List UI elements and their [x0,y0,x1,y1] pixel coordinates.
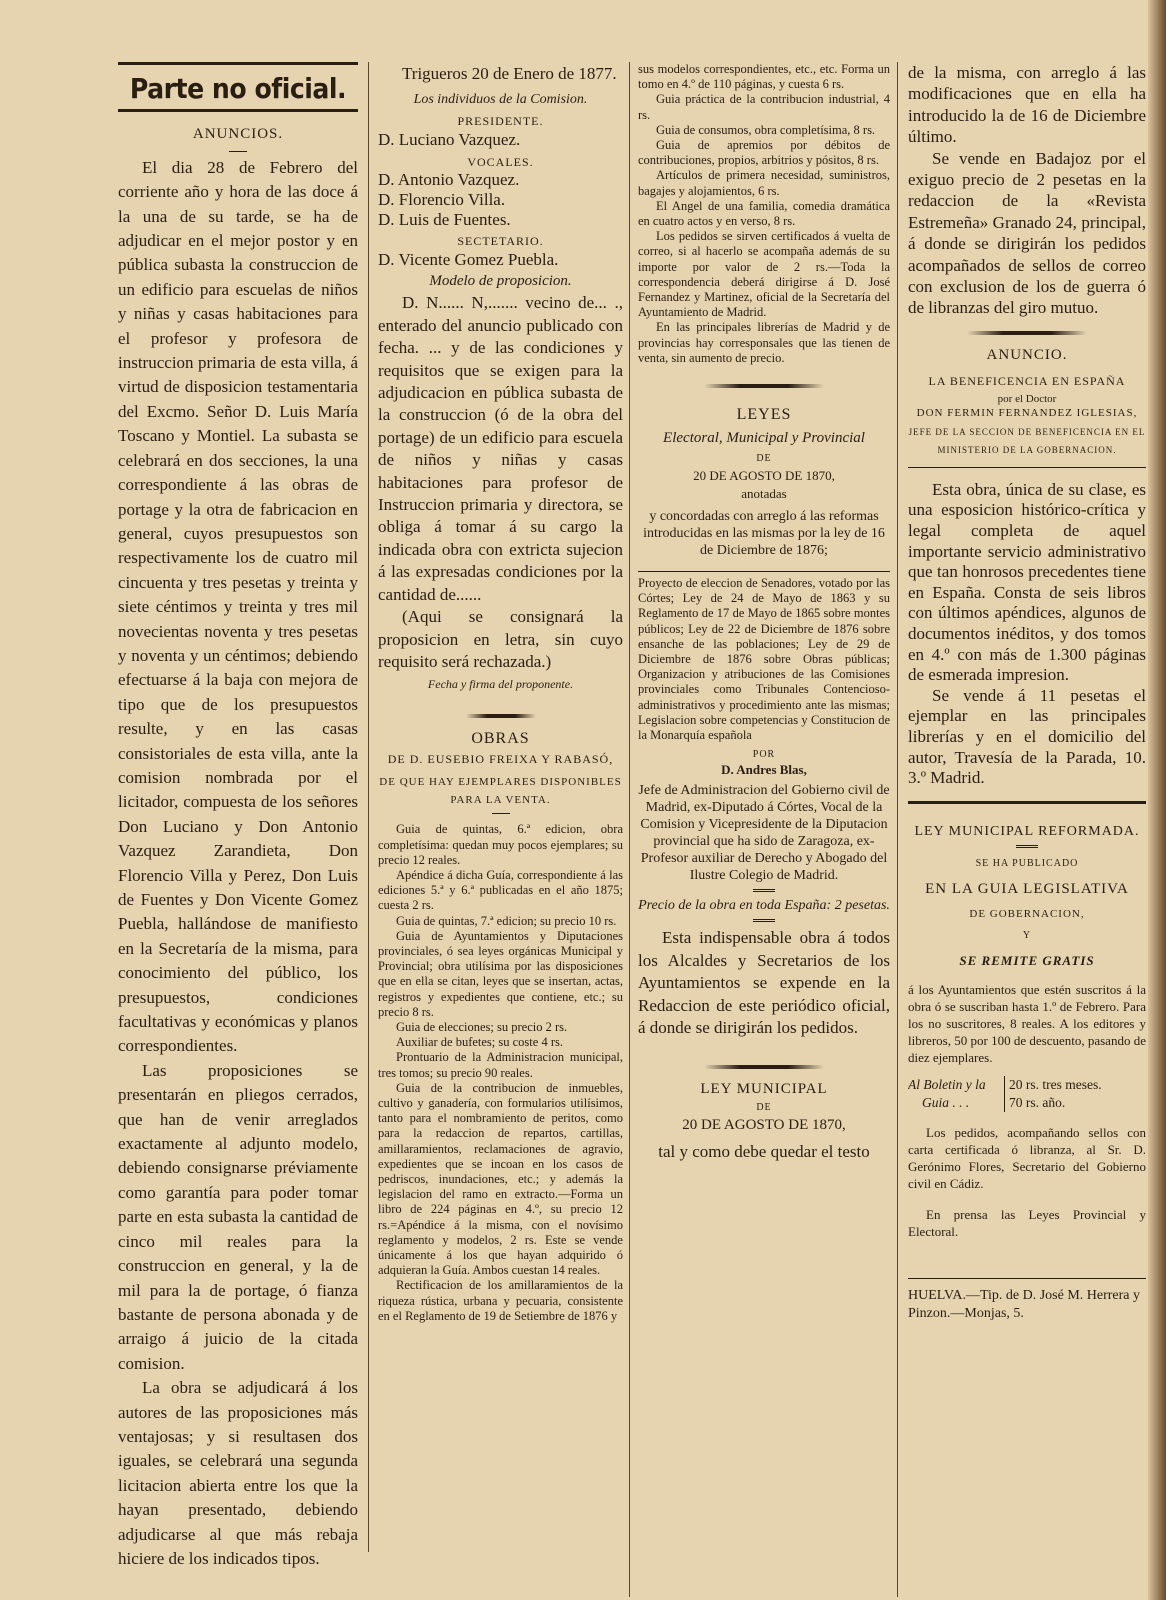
ornament [466,714,536,718]
fecha-line: Fecha y firma del proponente. [427,677,574,692]
price-table [908,1076,1146,1112]
comision-line: Los individuos de la Comision. [413,92,588,108]
divider [908,801,1146,804]
list-item: Rectificacion de los amillaramientos de la riqueza rústica, urbana y pecuaria, consistente en el Reglamento de 19 de Setiembre de 1876 y [378,1278,623,1323]
paragraph: Esta obra, única de su clase, es una esposicion histórico-crítica y legal completa de aquel importante servicio administrativo que tan honrosos precedentes tiene en España. Consta de seis libros con últimos apéndices, algunos de documentos inéditos, y dos tomos en 4.º con más de 1.300 páginas de esmerada impresion. [908,479,1146,685]
remite-heading: SE REMITE GRATIS [959,952,1095,968]
list-item: sus modelos correspondientes, etc., etc. Forma un tomo en 4.º de 110 páginas, y cuesta 6 rs. [638,62,890,92]
obras-author: DE D. EUSEBIO FREIXA Y RABASÓ, [387,752,614,767]
paragraph: Las proposiciones se presentarán en pliegos cerrados, que han de venir arreglados exactamente al adjunto modelo, debiendo consignarse préviamente como garantía para poder tomar parte en esta subasta la cantidad de cinco mil reales para la construccion en general, y la de mil para la de portage, ó fianza bastante de persona abonada y de arraigo á juicio de la citada comision. [118,1060,358,1373]
concordadas-text: y concordadas con arreglo á las reformas introducidas en las mismas por la ley de 16 de Diciembre de 1876; [643,509,885,559]
column-rule [897,62,898,1597]
paragraph: tal y como debe quedar el testo [658,1142,870,1162]
column-rule [368,62,369,1552]
de-label: DE [756,1102,772,1114]
price-value: 20 rs. tres meses. [1004,1076,1102,1094]
ornament [704,384,824,388]
modelo-heading: Modelo de proposicion. [429,273,572,290]
list-item: Auxiliar de bufetes; su coste 4 rs. [396,1035,563,1050]
divider [753,919,775,922]
price-line: Precio de la obra en toda España: 2 pesetas. [638,898,890,914]
proyecto-text: Proyecto de eleccion de Senadores, votado por las Córtes; Ley de 24 de Mayo de 1863 y su Reglamento de 17 de Mayo de 1865 sobre montes públicos; Ley de 22 de Diciembre de 1876 sobre ensanche de las poblaciones; Ley de 29 de Diciembre de 1876 sobre Obras públicas; Organizacion y atribuciones de las Comisiones provinciales como Tribunales Contencioso-administrativos y procedimiento ante las mismas; Legislacion sobre competencias y Constitucion de la Monarquía española [638,576,890,743]
ornament [704,1065,824,1069]
ley-reformada-heading: LEY MUNICIPAL REFORMADA. [914,823,1140,839]
gobernacion-label: DE GOBERNACION, [969,907,1085,920]
column-3 [638,62,890,1162]
ley-municipal-heading: LEY MUNICIPAL [700,1081,828,1098]
por-line: por el Doctor [997,392,1057,405]
column-rule [629,62,630,1597]
paragraph: Los pedidos, acompañando sellos con carta certificada ó libranza, al Sr. D. Gerónimo Flores, Secretario del Gobierno civil en Cádiz. [908,1124,1146,1191]
title-rule [118,109,358,112]
list-item: Guia de elecciones; su precio 2 rs. [396,1019,568,1034]
paragraph: Se vende á 11 pesetas el ejemplar en las principales librerías y en el domicilio del autor, Travesía de la Parada, 10. 3.º Madrid. [908,685,1146,788]
list-item: Guia práctica de la contribucion industrial, 4 rs. [638,92,890,122]
list-item: Prontuario de la Administracion municipal, tres tomos; su precio 90 reales. [378,1050,623,1080]
publicado-label: SE HA PUBLICADO [975,857,1079,869]
vocal-name: D. Luis de Fuentes. [378,210,511,230]
vocal-name: D. Antonio Vazquez. [378,170,520,190]
divider [492,813,510,814]
list-item: Guia de quintas, 6.ª edicion, obra completísima: quedan muy pocos ejemplares; su precio 12 reales. [378,822,623,867]
list-item: Guia de quintas, 7.ª edicion; su precio 10 rs. [396,913,617,928]
book-title: LA BENEFICENCIA EN ESPAÑA [928,373,1126,388]
date-line: Trigueros 20 de Enero de 1877. [402,64,617,83]
list-item: El Angel de una familia, comedia dramática en cuatro actos y en verso, 8 rs. [638,198,890,229]
list-item: En las principales librerías de Madrid y de provincias hay corresponsales que las tienen de venta, sin aumento de precio. [638,320,890,365]
divider [1016,845,1038,848]
modelo-text: D. N...... N,....... vecino de... ., enterado del anuncio publicado con fecha. ... y de las condiciones y requisitos que se exigen para la adjudicacion en pública subasta de la construccion (ó de la obra del portage) de un edificio para escuela de niños y niñas y casas habitaciones para profesor de Instruccion primaria y directora, se obliga á tomar á su cargo la indicada obra con extricta sujecion á las expresadas condiciones por la cantidad de...... [378,293,623,604]
list-item: Guia de consumos, obra completísima, 8 rs. [656,122,876,137]
divider [753,889,775,892]
date-line: 20 DE AGOSTO DE 1870, [693,468,835,484]
obras-heading: OBRAS [471,730,530,748]
y-label: Y [1022,929,1032,941]
vocal-name: D. Florencio Villa. [378,190,506,210]
divider [908,467,1146,468]
secretario-heading: SECTETARIO. [457,234,544,249]
paragraph: El dia 28 de Febrero del corriente año y hora de las doce á la una de su tarde, se ha de adjudicar en el mejor postor y en pública subasta la construccion de un edificio para escuelas de niños y niñas y casas habitaciones para el profesor y profesora de instruccion primaria de esta villa, á virtud de disposicion testamentaria del Excmo. Señor D. Luis María Toscano y Montiel. La subasta se celebrará en dos secciones, la una correspondiente á las obras de portage y la otra de fabricacion en general, cuyos presupuestos son respectivamente los de cuatro mil cincuenta y tres pesetas y treinta y siete céntimos y treinta y tres mil novecientas noventa y tres pesetas y noventa y un céntimos; debiendo efectuarse á la baja con mejora de tipo que de los presupuestos resulte, y en las casas consistoriales de esta villa, ante la comision nombrada por el licitador, compuesta de los señores Don Luciano y Don Antonio Vazquez Zarandieta, Don Florencio Villa y Perez, Don Luis de Fuentes y Don Vicente Gomez Puebla, hallándose de manifiesto en la Secretaría de la misma, para conocimiento del público, los presupuestos, condiciones facultativas y económicas y planos correspondientes. [118,157,358,1056]
list-item: Artículos de primera necesidad, suministros, bagajes y alojamientos, 6 rs. [638,168,890,198]
obras-subheading: DE QUE HAY EJEMPLARES DISPONIBLES PARA LA VENTA. [379,776,622,807]
paragraph: La obra se adjudicará á los autores de las proposiciones más ventajosas; y si resultasen dos iguales, se celebrará una segunda licitacion abierta entre los que la hayan presentado, debiendo adjudicarse al que más rebaja hiciere de los indicados tipos. [118,1378,358,1568]
paragraph: de la misma, con arreglo á las modificaciones que en ella ha introducido la de 16 de Diciembre último. [908,63,1146,147]
price-label: Guia . . . [922,1094,970,1110]
page-edge [1148,0,1166,1600]
author-description: Jefe de Administracion del Gobierno civil de Madrid, ex-Diputado á Córtes, Vocal de la Comision y Vicepresidente de la Diputacion provincial que ha sido de Zaragoza, ex-Profesor auxiliar de Derecho y Abogado del Ilustre Colegio de Madrid. [638,783,890,884]
list-item: Los pedidos se sirven certificados á vuelta de correo, si al hacerlo se acompaña además de su importe por valor de 2 rs.—Toda la correspondencia deberá dirigirse á D. José Fernandez y Martinez, oficial de la Secretaría del Ayuntamiento de Madrid. [638,229,890,320]
list-item: Guia de la contribucion de inmuebles, cultivo y ganadería, con formularios utilísimos, tanto para el nombramiento de peritos, como para la redaccion de repartos, cartillas, amillaramientos, reclamaciones de agravio, expedientes que se incoan en los casos de pedriscos, inundaciones, etc.; y además la legislacion del ramo en extracto.—Forma un libro de 224 páginas en 4.º, su precio 12 rs.=Apéndice á la misma, con el novísimo reglamento y modelos, 2 rs. Este se vende únicamente á los que hayan adquirido ó adquieran la Guía. Ambos cuestan 14 reales. [378,1080,623,1278]
paragraph: á los Ayuntamientos que estén suscritos á la obra ó se suscriban hasta 1.º de Febrero. Para los no suscritores, 8 reales. A los editores y libreros, 50 por 100 de descuento, pasando de diez ejemplares. [908,981,1146,1065]
ornament [967,331,1087,335]
list-item: Guia de apremios por débitos de contribuciones, propios, arbitrios y pósitos, 8 rs. [638,138,890,168]
imprint: HUELVA.—Tip. de D. José M. Herrera y Pinzon.—Monjas, 5. [908,1287,1141,1321]
top-rule [118,62,358,65]
anotadas-line: anotadas [741,486,787,502]
secretario-name: D. Vicente Gomez Puebla. [378,250,559,270]
column-1 [118,62,358,1571]
price-value: 70 rs. año. [1004,1094,1065,1112]
presidente-heading: PRESIDENTE. [457,114,544,129]
leyes-heading: LEYES [736,406,792,424]
por-label: POR [752,749,776,761]
presidente-name: D. Luciano Vazquez. [378,130,521,150]
vocales-heading: VOCALES. [467,155,534,170]
price-label: Al Boletin y la [908,1076,986,1092]
divider [229,151,247,152]
author-position: JEFE DE LA SECCION DE BENEFICENCIA EN EL MINISTERIO DE LA GOBERNACION. [908,426,1146,455]
de-label: DE [756,453,772,465]
author-name: D. Andres Blas, [721,762,807,778]
leyes-subheading: Electoral, Municipal y Provincial [663,430,865,447]
column-4 [908,62,1146,1323]
paragraph: En prensa las Leyes Provincial y Electoral. [908,1206,1146,1239]
author-name: DON FERMIN FERNANDEZ IGLESIAS, [916,406,1138,419]
date-line: 20 DE AGOSTO DE 1870, [682,1117,846,1134]
paragraph: Se vende en Badajoz por el exiguo precio de 2 pesetas en la redaccion de la «Revista Estremeña» Granado 24, principal, á donde se dirigirán los pedidos acompañados de sellos de correo con exclusion de los de guerra ó de libranzas del giro mutuo. [908,148,1146,318]
anuncios-heading: ANUNCIOS. [192,126,284,143]
list-item: Guia de Ayuntamientos y Diputaciones provinciales, ó sea leyes orgánicas Municipal y Provincial; obra utilísima por las disposiciones que en ella se citan, leyes que se insertan, actas, registros y expedientes que contiene, etc.; su precio 8 rs. [378,928,623,1019]
paragraph: Esta indispensable obra á todos los Alcaldes y Secretarios de los Ayuntamientos se expende en la Redaccion de este periódico oficial, á donde se dirigirán los pedidos. [638,928,890,1037]
divider [908,1278,1146,1279]
divider [638,571,890,572]
anuncio-heading: ANUNCIO. [986,346,1068,363]
guia-heading: EN LA GUIA LEGISLATIVA [925,880,1129,897]
section-title: Parte no oficial. [129,72,347,105]
column-2 [378,62,623,1324]
list-item: Apéndice á dicha Guía, correspondiente á las ediciones 5.ª y 6.ª publicadas en el año 1875; cuesta 2 rs. [378,867,623,913]
note: (Aqui se consignará la proposicion en letra, sin cuyo requisito será rechazada.) [378,607,623,671]
